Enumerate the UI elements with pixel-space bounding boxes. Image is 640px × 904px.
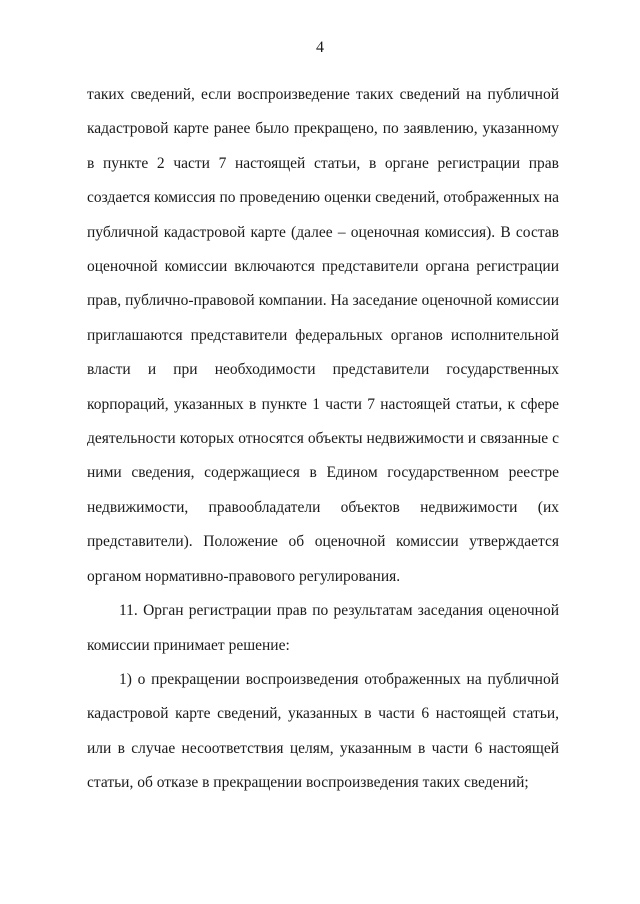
paragraph-item-11: 11. Орган регистрации прав по результатам заседания оценочной комиссии принимает решение: — [87, 602, 559, 654]
page-number: 4 — [316, 39, 324, 56]
paragraph-continuation: таких сведений, если воспроизведение таких сведений на публичной кадастровой карте ранее было прекращено, по заявлению, указанному в пункте 2 части 7 настоящей статьи, в органе регистрации прав создается комиссия по проведению оценки сведений, отображенных на публичной кадастровой карте (далее – оценочная комиссия). В состав оценочной комиссии включаются представители органа регистрации прав, публично-правовой компании. На заседание оценочной комиссии приглашаются представители федеральных органов исполнительной власти и при необходимости представители государственных корпораций, указанных в пункте 1 части 7 настоящей статьи, к сфере деятельности которых относятся объекты недвижимости и связанные с ними сведения, содержащиеся в Едином государственном реестре недвижимости, правообладатели объектов недвижимости (их представители). Положение об оценочной комиссии утверждается органом нормативно-правового регулирования. — [87, 86, 559, 585]
document-body — [87, 78, 559, 801]
paragraph-subitem-1: 1) о прекращении воспроизведения отображенных на публичной кадастровой карте сведений, указанных в части 6 настоящей статьи, или в случае несоответствия целям, указанным в части 6 настоящей статьи, об отказе в прекращении воспроизведения таких сведений; — [87, 670, 559, 792]
